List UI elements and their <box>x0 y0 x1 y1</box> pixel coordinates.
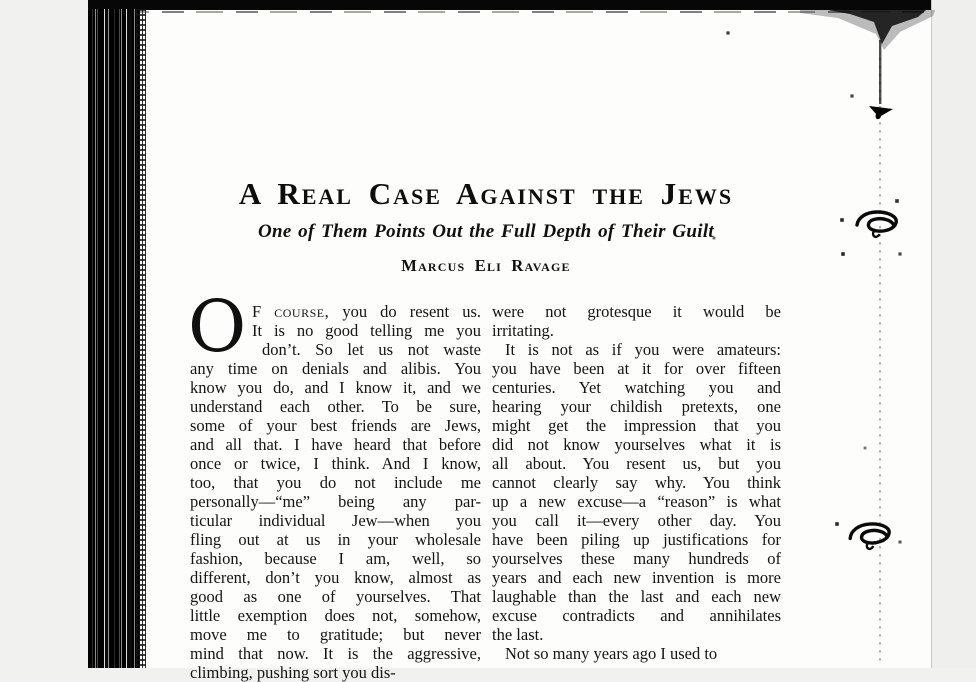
text-fragment: course, <box>274 302 330 321</box>
text-line: years and each new invention is more <box>492 568 781 587</box>
text-line: up a new excuse—a “reason” is what <box>492 492 781 511</box>
ink-squiggle-icon <box>853 204 901 242</box>
text-line: some of your best friends are Jews, <box>190 416 481 435</box>
text-line: laughable than the last and each new <box>492 587 781 606</box>
text-line: Not so many years ago I used to <box>505 644 718 663</box>
text-line: It is not as if you were amateurs: <box>505 340 781 359</box>
text-line: any time on denials and alibis. You <box>190 359 481 378</box>
ink-squiggle-icon <box>845 514 896 555</box>
text-line: hearing your childish pretexts, one <box>492 397 781 416</box>
ink-smudge-icon <box>800 10 935 122</box>
text-line: little exemption does not, somehow, <box>190 606 481 625</box>
text-line: know you do, and I know it, and we <box>190 378 481 397</box>
text-line: all about. You resent us, but you <box>492 454 781 473</box>
article-byline: Marcus Eli Ravage <box>401 256 571 275</box>
text-line: don’t. So let us not waste <box>262 340 481 359</box>
text-line: cannot clearly say why. You think <box>492 473 781 492</box>
text-line: fling out at us in your wholesale <box>190 530 481 549</box>
text-line: once or twice, I think. And I know, <box>190 454 481 473</box>
right-text-column <box>492 302 781 663</box>
text-line: have been piling up justifications for <box>492 530 781 549</box>
text-line: might get the impression that you <box>492 416 781 435</box>
text-line: excuse contradicts and annihilates <box>492 606 781 625</box>
text-line: fashion, because I am, well, so <box>190 549 481 568</box>
text-line: move me to gratitude; but never <box>190 625 481 644</box>
right-column-lines <box>492 302 781 663</box>
text-line: were not grotesque it would be <box>492 302 781 321</box>
text-line: you have been at it for over fifteen <box>492 359 781 378</box>
left-text-column <box>188 285 481 682</box>
scanner-margin-right <box>931 0 976 668</box>
text-line: yourselves these many hundreds of <box>492 549 781 568</box>
opening-paragraph <box>188 285 481 368</box>
text-line: irritating. <box>492 321 554 340</box>
text-line: the last. <box>492 625 544 644</box>
article-subtitle: One of Them Points Out the Full Depth of Their Guilt <box>257 221 715 242</box>
text-line: centuries. Yet watching you and <box>492 378 781 397</box>
article-header <box>190 0 782 276</box>
text-line: did not know yourselves what it is <box>492 435 781 454</box>
text-line: you call it—every other day. You <box>492 511 781 530</box>
text-line: and all that. I have heard that before <box>190 435 481 454</box>
drop-cap: O <box>188 285 247 368</box>
text-line: ticular individual Jew—when you <box>190 511 481 530</box>
dust-specks <box>0 0 2 2</box>
text-line: It is no good telling me you <box>252 321 481 340</box>
text-line: different, don’t you know, almost as <box>190 568 481 587</box>
text-line: personally—“me” being any par- <box>190 492 481 511</box>
text-line: too, that you do not include me <box>190 473 481 492</box>
fold-dotted-line <box>879 58 881 664</box>
text-line: understand each other. To be sure, <box>190 397 481 416</box>
left-column-lines <box>190 359 481 682</box>
text-fragment: you do resent us. <box>342 302 481 321</box>
text-fragment: F <box>252 302 262 321</box>
text-line: mind that now. It is the aggressive, <box>190 644 481 663</box>
text-line: good as one of yourselves. That <box>190 587 481 606</box>
binding-gutter-shadow <box>88 9 140 668</box>
article-title: A Real Case Against the Jews <box>238 176 734 211</box>
text-line: climbing, pushing sort you dis- <box>190 663 396 682</box>
scanner-margin-left <box>0 0 88 668</box>
